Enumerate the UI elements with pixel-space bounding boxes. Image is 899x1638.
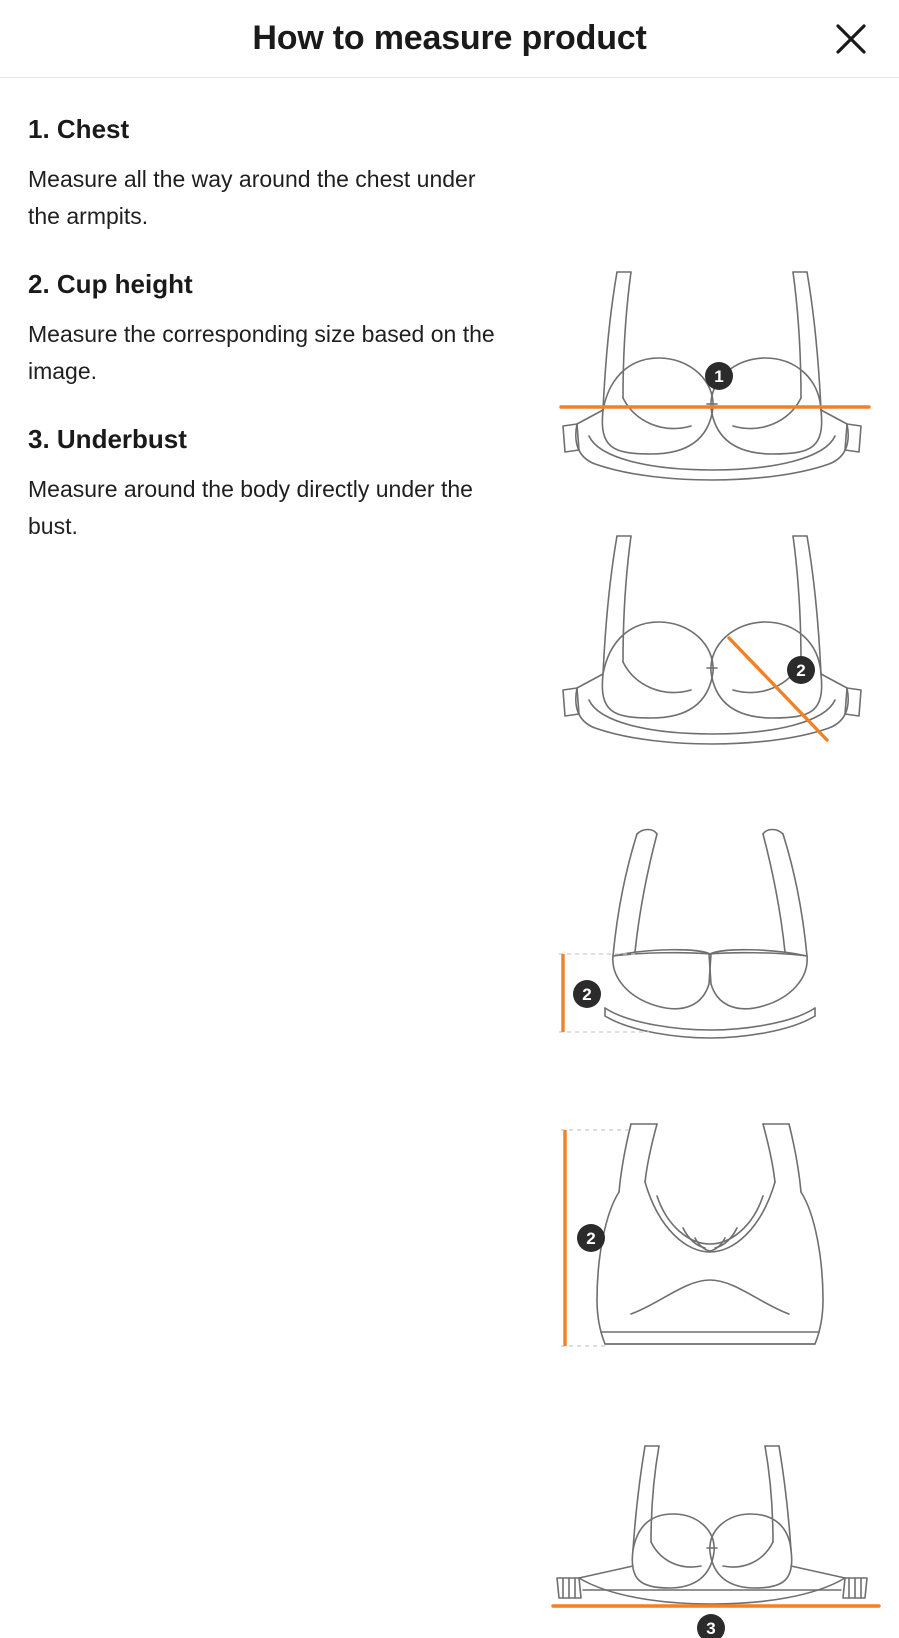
instructions-column xyxy=(0,78,540,544)
sports-bra-cup-height-figure xyxy=(539,1118,899,1368)
badge-number: 2 xyxy=(586,1229,596,1248)
underwire-bra-chest-measure-figure xyxy=(539,258,899,508)
page-title: How to measure product xyxy=(252,19,647,57)
badge-number: 2 xyxy=(796,661,806,680)
modal-body xyxy=(0,78,899,1638)
step-description: Measure the corresponding size based on the image. xyxy=(28,320,495,384)
step-description: Measure around the body directly under the bust. xyxy=(28,475,473,539)
underwire-bra-cup-height-figure xyxy=(539,528,899,768)
badge-number: 2 xyxy=(582,985,592,1004)
step-title: 3. Underbust xyxy=(28,423,187,454)
step-chest xyxy=(28,114,516,235)
close-icon[interactable] xyxy=(825,13,877,65)
illustrations-column xyxy=(539,78,899,1638)
modal-header xyxy=(0,0,899,78)
badge-number: 1 xyxy=(714,367,724,386)
step-title: 1. Chest xyxy=(28,114,130,144)
step-title: 2. Cup height xyxy=(28,268,193,299)
badge-number: 3 xyxy=(706,1619,716,1638)
underwire-bra-underbust-figure xyxy=(539,1438,899,1638)
triangle-bralette-cup-height-figure xyxy=(539,828,899,1058)
step-underbust xyxy=(28,424,516,545)
step-description: Measure all the way around the chest under the armpits. xyxy=(28,166,476,229)
step-cup-height xyxy=(28,269,516,390)
